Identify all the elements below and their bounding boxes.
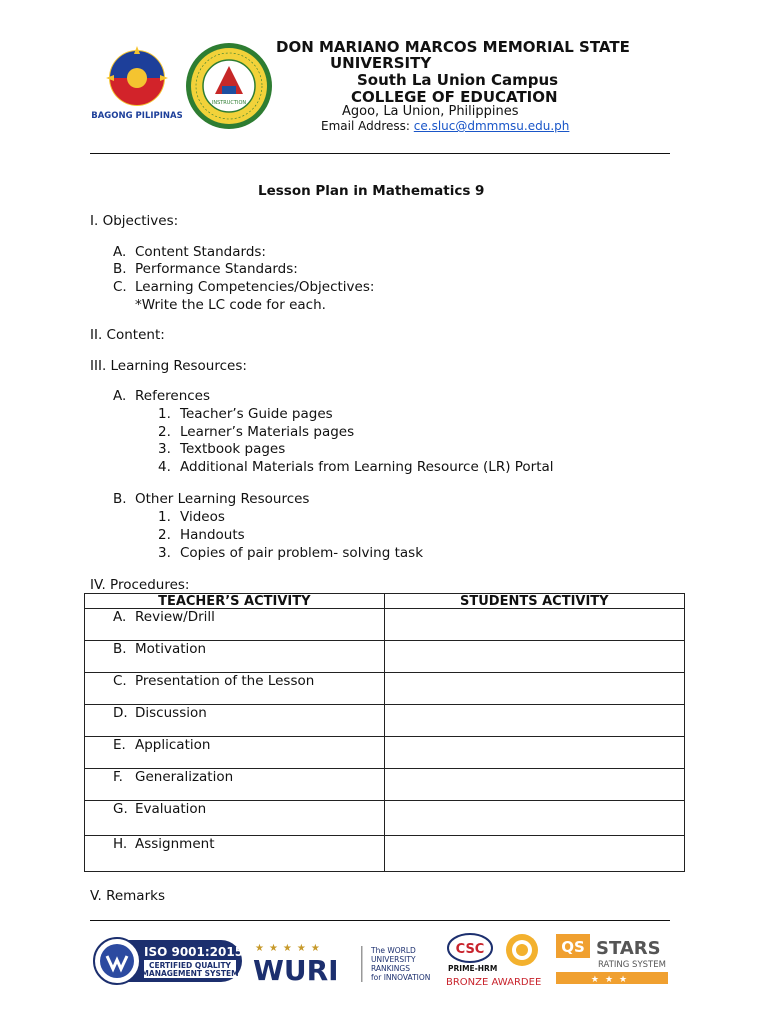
student-cell[interactable] xyxy=(384,801,684,836)
table-row xyxy=(85,673,685,705)
list-text: Learning Competencies/Objectives: xyxy=(135,279,375,295)
bagong-pilipinas-logo xyxy=(92,44,182,122)
references-heading xyxy=(113,388,210,404)
wuri-logo xyxy=(253,940,441,986)
university-seal-logo xyxy=(185,42,273,130)
stars-sub: RATING SYSTEM xyxy=(598,960,666,970)
procedure-text: Application xyxy=(135,737,211,753)
objectives-heading: I. Objectives: xyxy=(90,213,179,229)
table-row xyxy=(85,737,685,769)
table-row xyxy=(85,836,685,872)
email-line xyxy=(321,118,569,134)
teacher-cell xyxy=(85,769,385,801)
footer-divider xyxy=(90,920,670,921)
iso-certification-badge xyxy=(92,936,244,986)
list-text: Learner’s Materials pages xyxy=(180,424,355,440)
list-marker: B. xyxy=(113,491,127,507)
stars-title: STARS xyxy=(596,938,661,959)
procedure-text: Assignment xyxy=(135,836,215,852)
list-text: Textbook pages xyxy=(180,441,286,457)
qs-logo: QS xyxy=(561,938,585,956)
teacher-cell xyxy=(85,673,385,705)
svg-text:★★★★★: ★★★★★ xyxy=(255,943,325,954)
procedure-text: Review/Drill xyxy=(135,609,215,625)
student-cell[interactable] xyxy=(384,673,684,705)
list-marker: A. xyxy=(113,609,127,625)
objectives-note: *Write the LC code for each. xyxy=(135,297,326,313)
list-text: Performance Standards: xyxy=(135,261,298,277)
address: Agoo, La Union, Philippines xyxy=(342,104,519,119)
other-resource-item xyxy=(158,527,245,543)
table-row xyxy=(85,609,685,641)
remarks-heading: V. Remarks xyxy=(90,888,165,904)
university-name-line1: DON MARIANO MARCOS MEMORIAL STATE xyxy=(276,38,630,56)
teacher-cell xyxy=(85,705,385,737)
other-resources-heading xyxy=(113,491,309,507)
teacher-activity-header: TEACHER’S ACTIVITY xyxy=(85,594,385,609)
other-resource-item xyxy=(158,509,225,525)
iso-sub2: MANAGEMENT SYSTEM xyxy=(141,969,239,978)
list-marker: C. xyxy=(113,279,127,295)
csc-prime-hrm-badge xyxy=(444,930,550,988)
wuri-wordmark: WURI xyxy=(253,954,339,986)
procedure-text: Discussion xyxy=(135,705,207,721)
table-header-row xyxy=(85,594,685,609)
procedure-text: Presentation of the Lesson xyxy=(135,673,315,689)
student-cell[interactable] xyxy=(384,641,684,673)
svg-text:★★★: ★★★ xyxy=(590,975,634,985)
resources-heading: III. Learning Resources: xyxy=(90,358,247,374)
document-title: Lesson Plan in Mathematics 9 xyxy=(258,183,485,199)
bagong-pilipinas-text: BAGONG PILIPINAS xyxy=(92,111,182,121)
list-text: Handouts xyxy=(180,527,245,543)
student-cell[interactable] xyxy=(384,705,684,737)
table-row xyxy=(85,801,685,836)
email-link[interactable]: ce.sluc@dmmmsu.edu.ph xyxy=(413,119,570,133)
other-resource-item xyxy=(158,545,423,561)
list-text: Other Learning Resources xyxy=(135,491,310,507)
student-cell[interactable] xyxy=(384,769,684,801)
list-marker: D. xyxy=(113,705,128,721)
table-row xyxy=(85,705,685,737)
list-marker: B. xyxy=(113,641,127,657)
iso-title: ISO 9001:2015 xyxy=(144,945,244,959)
wuri-text1: The WORLD xyxy=(371,946,416,955)
list-marker: 4. xyxy=(158,459,171,475)
university-name-line2: UNIVERSITY xyxy=(330,54,432,72)
procedures-heading: IV. Procedures: xyxy=(90,577,190,593)
procedure-text: Motivation xyxy=(135,641,207,657)
list-marker: 1. xyxy=(158,509,171,525)
iso-sub1: CERTIFIED QUALITY xyxy=(148,961,232,970)
reference-item xyxy=(158,424,354,440)
reference-item xyxy=(158,441,285,457)
header-divider xyxy=(90,153,670,154)
procedure-text: Evaluation xyxy=(135,801,207,817)
wuri-text2: UNIVERSITY xyxy=(371,955,416,964)
svg-text:INSTRUCTION: INSTRUCTION xyxy=(211,100,247,106)
list-text: References xyxy=(135,388,211,404)
table-row xyxy=(85,769,685,801)
list-marker: E. xyxy=(113,737,126,753)
list-marker: A. xyxy=(113,388,127,404)
list-marker: G. xyxy=(113,801,128,817)
qs-stars-badge xyxy=(556,934,672,986)
csc-logo: CSC xyxy=(455,942,485,957)
student-cell[interactable] xyxy=(384,737,684,769)
reference-item xyxy=(158,459,554,475)
table-row xyxy=(85,641,685,673)
wuri-text3: RANKINGS xyxy=(371,964,410,973)
procedure-text: Generalization xyxy=(135,769,234,785)
list-marker: F. xyxy=(113,769,123,785)
list-marker: 2. xyxy=(158,424,171,440)
list-text: Additional Materials from Learning Resource (LR) Portal xyxy=(180,459,554,475)
college-name: COLLEGE OF EDUCATION xyxy=(351,88,558,106)
wuri-text4: for INNOVATION xyxy=(371,973,431,982)
teacher-cell xyxy=(85,609,385,641)
list-marker: H. xyxy=(113,836,128,852)
list-marker: 3. xyxy=(158,545,171,561)
teacher-cell xyxy=(85,836,385,872)
campus-name: South La Union Campus xyxy=(357,71,559,89)
student-cell[interactable] xyxy=(384,609,684,641)
students-activity-header: STUDENTS ACTIVITY xyxy=(384,594,684,609)
list-marker: 3. xyxy=(158,441,171,457)
procedures-table xyxy=(84,593,685,872)
reference-item xyxy=(158,406,333,422)
list-text: Content Standards: xyxy=(135,244,266,260)
list-marker: A. xyxy=(113,244,127,260)
objective-item xyxy=(113,261,298,277)
teacher-cell xyxy=(85,801,385,836)
bronze-awardee: BRONZE AWARDEE xyxy=(446,977,542,988)
list-text: Copies of pair problem- solving task xyxy=(180,545,424,561)
student-cell[interactable] xyxy=(384,836,684,872)
objective-item xyxy=(113,244,266,260)
prime-hrm: PRIME-HRM xyxy=(448,964,498,973)
list-marker: 1. xyxy=(158,406,171,422)
list-marker: B. xyxy=(113,261,127,277)
email-label: Email Address: xyxy=(321,119,410,133)
list-marker: C. xyxy=(113,673,127,689)
list-marker: 2. xyxy=(158,527,171,543)
teacher-cell xyxy=(85,737,385,769)
list-text: Teacher’s Guide pages xyxy=(180,406,333,422)
objective-item xyxy=(113,279,374,295)
teacher-cell xyxy=(85,641,385,673)
list-text: Videos xyxy=(180,509,225,525)
content-heading: II. Content: xyxy=(90,327,165,343)
